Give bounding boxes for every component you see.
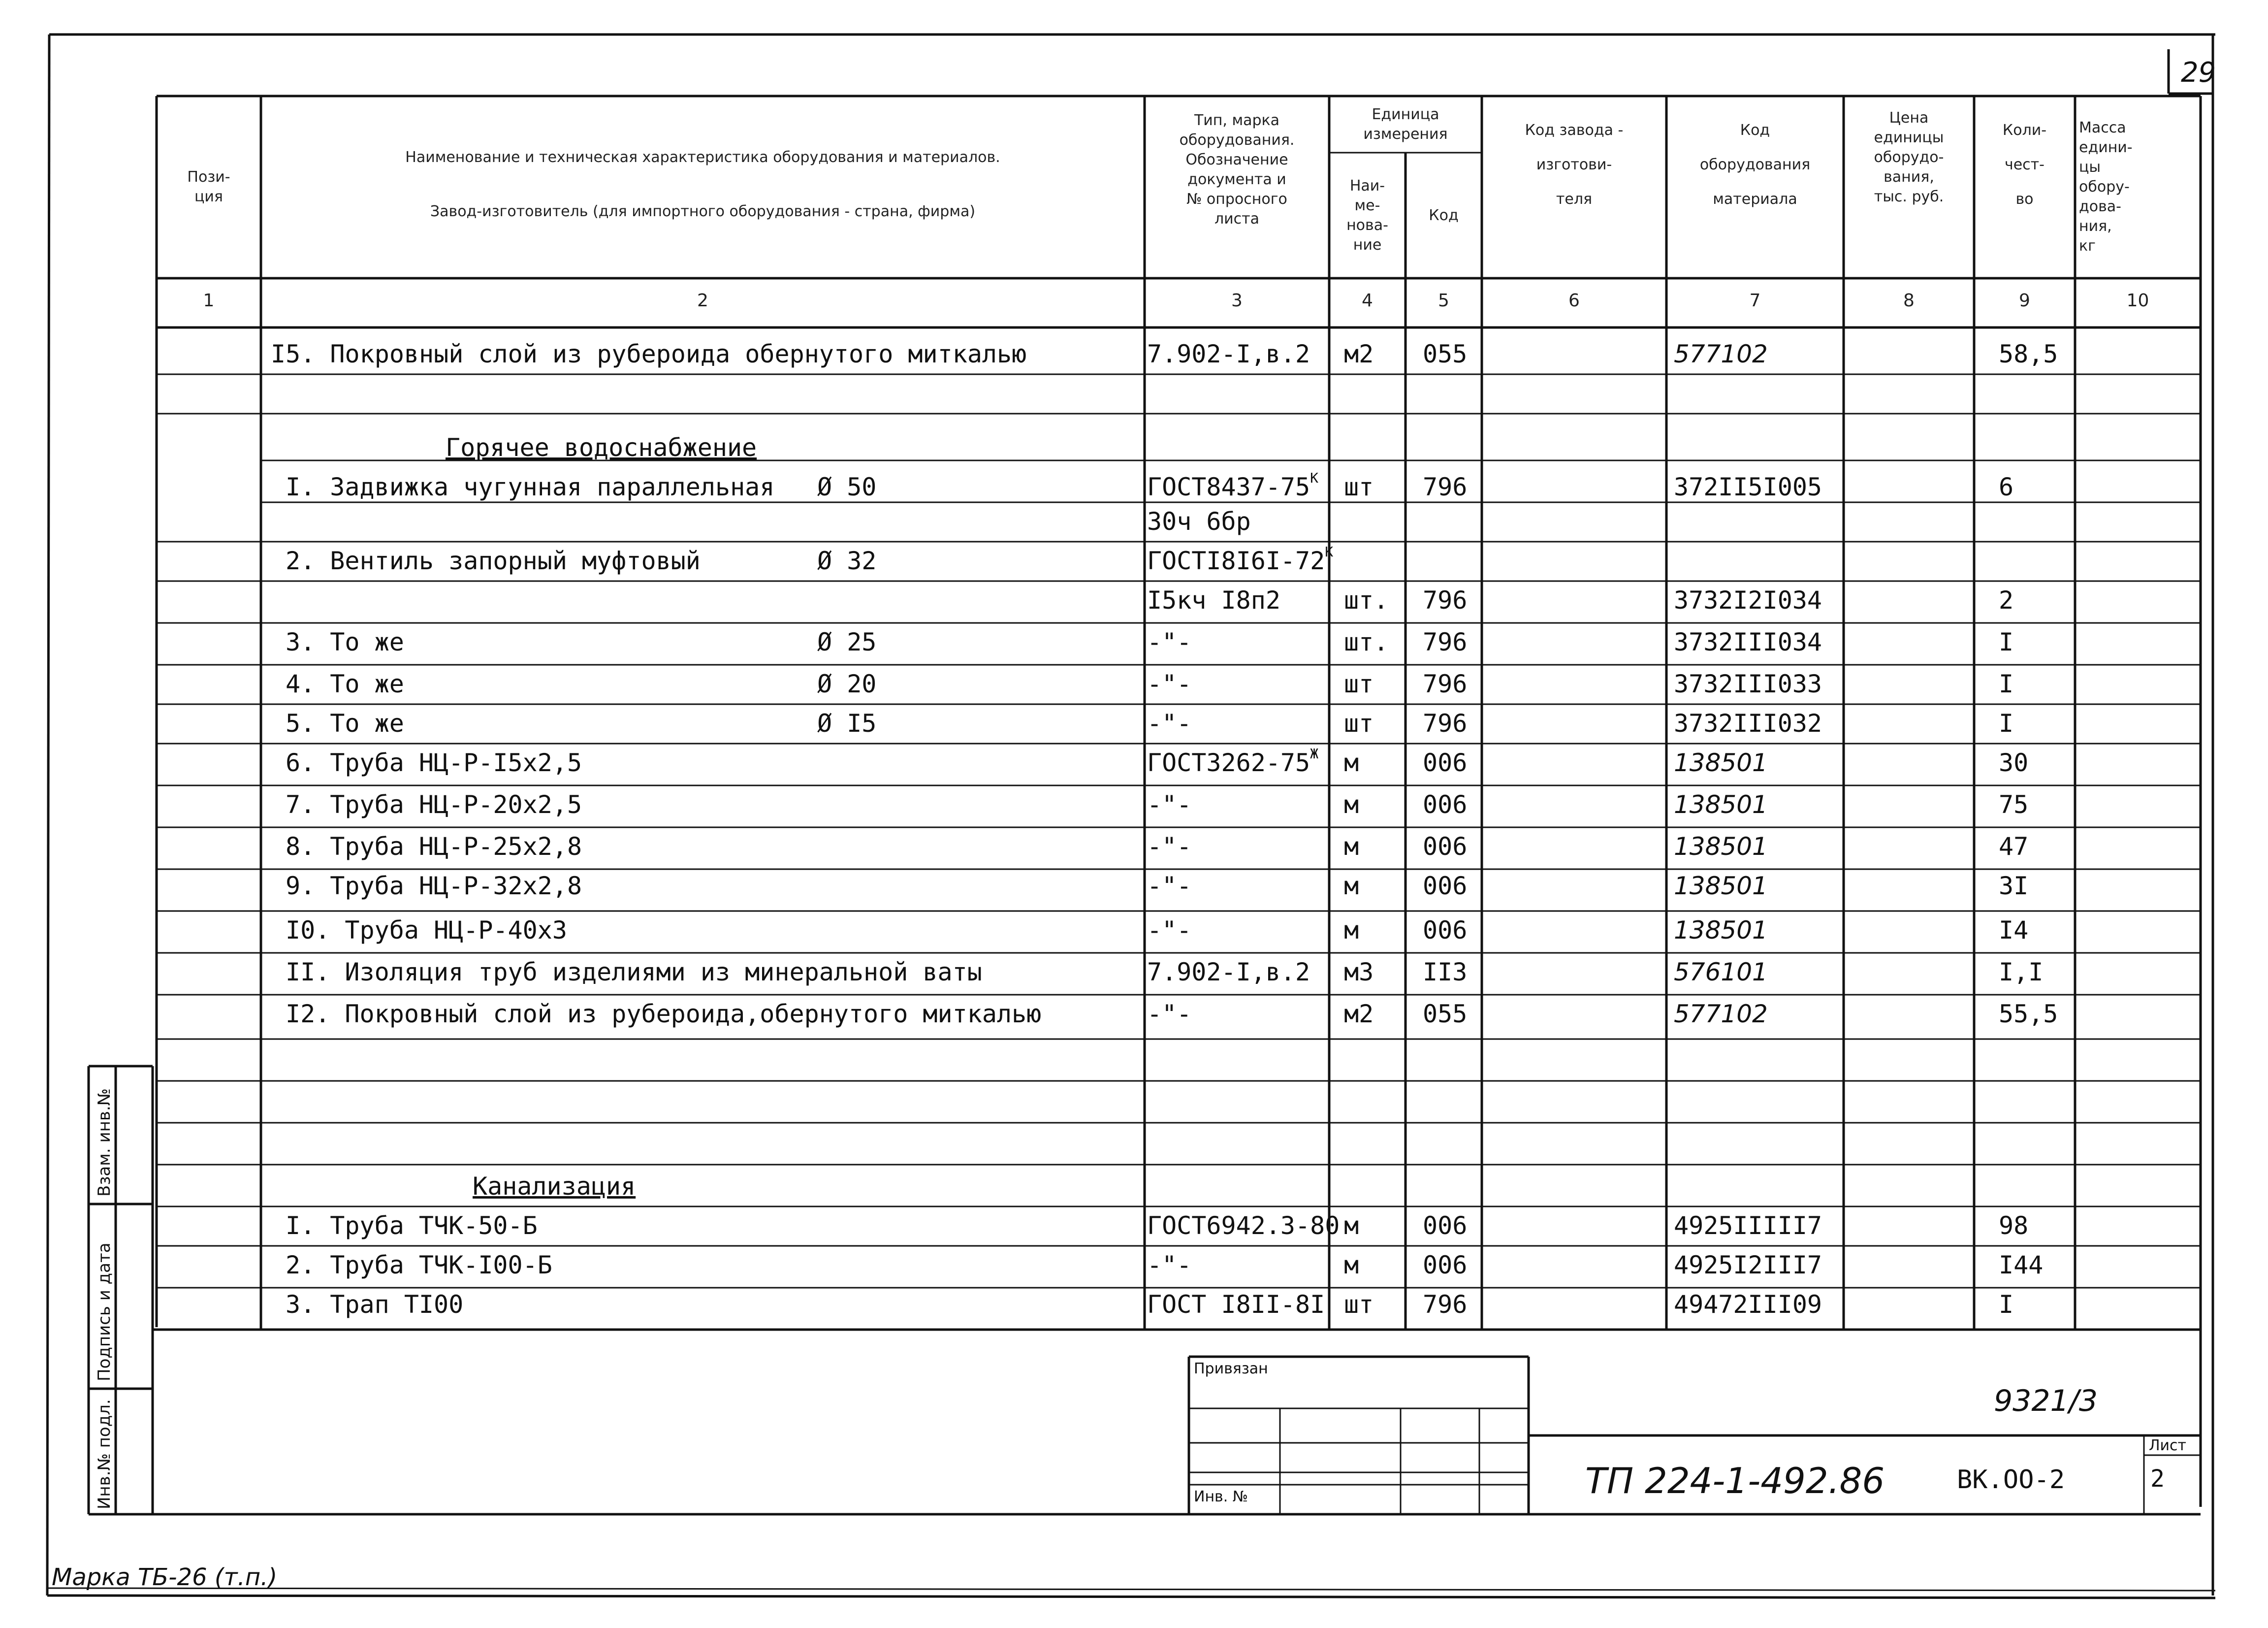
row-quantity: 6 <box>1999 473 2014 501</box>
stamp-inv-no: Инв. № <box>1194 1488 1248 1505</box>
header-factory-code: Код завода - изготови- теля <box>1525 122 1624 208</box>
header-name-line1: Наименование и техническая характеристика оборудования и материалов. <box>405 149 1000 166</box>
section-heading: Канализация <box>473 1172 636 1201</box>
row-unit: м3 <box>1344 958 1374 986</box>
row-document-superscript: К <box>1310 470 1318 486</box>
col-num-9: 9 <box>2019 291 2030 311</box>
row-name: 2. Труба ТЧК-I00-Б <box>286 1251 552 1279</box>
header-price: Цена единицы оборудо- вания, тыс. руб. <box>1874 109 1944 205</box>
row-material-code: 3732I2I034 <box>1674 586 1822 615</box>
row-name: I. Задвижка чугунная параллельная <box>286 473 775 501</box>
row-document: -"- <box>1147 916 1192 944</box>
row-material-code: 49472III09 <box>1674 1290 1822 1319</box>
col-num-2: 2 <box>697 291 708 311</box>
row-unit-code: 006 <box>1423 790 1468 819</box>
row-unit-code: 796 <box>1423 1290 1468 1319</box>
row-unit: м <box>1344 1211 1359 1240</box>
row-document: -"- <box>1147 872 1192 900</box>
row-document: ГОСТ I8II-8I <box>1147 1290 1325 1319</box>
row-unit-code: 006 <box>1423 1211 1468 1240</box>
row-document: -"- <box>1147 790 1192 819</box>
row-unit-code: II3 <box>1423 958 1468 986</box>
row-name: 6. Труба НЦ-Р-I5х2,5 <box>286 749 582 777</box>
row-quantity: 3I <box>1999 872 2029 900</box>
stamp-privyazan: Привязан <box>1194 1360 1268 1377</box>
row-document: ГОСТ3262-75 Ж <box>1147 746 1318 777</box>
row-name: 3. Трап ТI00 <box>286 1290 464 1319</box>
row-quantity: 30 <box>1999 749 2029 777</box>
row-unit: м <box>1344 1251 1359 1279</box>
row-material-code: 576101 <box>1674 958 1768 986</box>
row-name: II. Изоляция труб изделиями из минеральной ваты <box>286 958 982 986</box>
row-name: I5. Покровный слой из рубероида обернутого миткалью <box>271 340 1027 368</box>
row-document: ГОСТ8437-75 К <box>1147 470 1318 501</box>
row-document: 30ч 6бр <box>1147 507 1251 536</box>
row-unit-code: 055 <box>1423 1000 1468 1028</box>
row-document: -"- <box>1147 709 1192 738</box>
row-quantity: I <box>1999 709 2014 738</box>
stamp-list-number: 2 <box>2150 1465 2165 1493</box>
row-unit-code: 006 <box>1423 749 1468 777</box>
row-quantity: 98 <box>1999 1211 2029 1240</box>
stamp-project-number: ТП 224-1-492.86 <box>1585 1460 1885 1501</box>
row-unit-code: 006 <box>1423 872 1468 900</box>
header-unit: Единица измерения <box>1363 105 1448 143</box>
row-material-code: 577102 <box>1674 1000 1768 1028</box>
row-unit-code: 006 <box>1423 1251 1468 1279</box>
col-num-5: 5 <box>1438 291 1449 311</box>
row-unit: шт <box>1344 1290 1374 1319</box>
row-unit-code: 055 <box>1423 340 1468 368</box>
row-document: -"- <box>1147 1251 1192 1279</box>
header-name-line2: Завод-изготовитель (для импортного оборудования - страна, фирма) <box>430 203 976 220</box>
row-quantity: I,I <box>1999 958 2044 986</box>
row-unit: м <box>1344 832 1359 861</box>
row-unit: м2 <box>1344 1000 1374 1028</box>
row-material-code: 138501 <box>1674 790 1768 819</box>
header-mass: Масса едини- цы обору- дова- ния, кг <box>2079 119 2133 255</box>
marka-label: Марка ТБ-26 (т.п.) <box>52 1563 278 1591</box>
col-num-6: 6 <box>1568 291 1580 311</box>
row-name: 3. То же <box>286 628 404 656</box>
col-num-8: 8 <box>1903 291 1915 311</box>
row-name: I2. Покровный слой из рубероида,обернутого миткалью <box>286 1000 1042 1028</box>
row-document-superscript: Ж <box>1310 746 1318 762</box>
col-num-3: 3 <box>1231 291 1243 311</box>
row-material-code: 372II5I005 <box>1674 473 1822 501</box>
stamp-hand-number: 9321/3 <box>1994 1384 2098 1418</box>
row-quantity: I <box>1999 1290 2014 1319</box>
row-diameter: Ø 50 <box>817 473 877 501</box>
col-num-10: 10 <box>2126 291 2149 311</box>
row-material-code: 138501 <box>1674 872 1768 900</box>
row-name: 4. То же <box>286 670 404 698</box>
row-document: -"- <box>1147 670 1192 698</box>
side-label-podpis: Подпись и дата <box>95 1242 114 1381</box>
row-unit-code: 796 <box>1423 670 1468 698</box>
col-num-1: 1 <box>203 291 215 311</box>
col-num-4: 4 <box>1362 291 1373 311</box>
header-material-code: Код оборудования материала <box>1699 122 1811 208</box>
row-document-superscript: К <box>1325 544 1334 560</box>
stamp-drawing-code: ВК.ОО-2 <box>1957 1465 2065 1495</box>
row-unit: м <box>1344 790 1359 819</box>
row-material-code: 577102 <box>1674 340 1768 368</box>
row-unit: шт <box>1344 670 1374 698</box>
side-label-zam: Взам. инв.№ <box>95 1088 114 1197</box>
row-document: ГОСТ6942.3-80 <box>1147 1211 1340 1240</box>
row-material-code: 138501 <box>1674 749 1768 777</box>
row-unit: м <box>1344 872 1359 900</box>
row-unit: м2 <box>1344 340 1374 368</box>
row-unit: м <box>1344 916 1359 944</box>
col-num-7: 7 <box>1749 291 1761 311</box>
header-unit-name: Наи- ме- нова- ние <box>1346 177 1388 254</box>
stamp-list-label: Лист <box>2149 1437 2187 1454</box>
row-quantity: I4 <box>1999 916 2029 944</box>
row-quantity: I <box>1999 670 2014 698</box>
row-name: I. Труба ТЧК-50-Б <box>286 1211 538 1240</box>
row-unit-code: 006 <box>1423 832 1468 861</box>
row-document: -"- <box>1147 832 1192 861</box>
row-document: 7.902-I,в.2 <box>1147 958 1310 986</box>
row-material-code: 3732III032 <box>1674 709 1822 738</box>
row-name: I0. Труба НЦ-Р-40х3 <box>286 916 567 944</box>
row-name: 7. Труба НЦ-Р-20х2,5 <box>286 790 582 819</box>
header-unit-code: Код <box>1429 206 1459 224</box>
page-number: 29 <box>2181 57 2216 89</box>
row-unit-code: 796 <box>1423 628 1468 656</box>
row-unit: шт. <box>1344 628 1389 656</box>
row-material-code: 138501 <box>1674 832 1768 861</box>
row-unit: шт <box>1344 709 1374 738</box>
row-document: -"- <box>1147 1000 1192 1028</box>
side-label-inv: Инв.№ подл. <box>95 1399 114 1509</box>
row-quantity: 55,5 <box>1999 1000 2058 1028</box>
row-document: I5кч I8п2 <box>1147 586 1280 615</box>
row-quantity: 58,5 <box>1999 340 2058 368</box>
row-document: 7.902-I,в.2 <box>1147 340 1310 368</box>
row-quantity: 2 <box>1999 586 2014 615</box>
header-quantity: Коли- чест- во <box>2002 122 2047 208</box>
row-name: 9. Труба НЦ-Р-32х2,8 <box>286 872 582 900</box>
row-unit-code: 006 <box>1423 916 1468 944</box>
row-name: 8. Труба НЦ-Р-25х2,8 <box>286 832 582 861</box>
row-material-code: 4925IIIII7 <box>1674 1211 1822 1240</box>
row-unit-code: 796 <box>1423 709 1468 738</box>
row-quantity: 75 <box>1999 790 2029 819</box>
row-unit: шт. <box>1344 586 1389 615</box>
row-material-code: 3732III033 <box>1674 670 1822 698</box>
section-heading: Горячее водоснабжение <box>446 433 757 462</box>
row-quantity: I44 <box>1999 1251 2044 1279</box>
row-unit-code: 796 <box>1423 586 1468 615</box>
row-diameter: Ø 32 <box>817 547 877 575</box>
row-material-code: 138501 <box>1674 916 1768 944</box>
row-diameter: Ø I5 <box>817 709 877 738</box>
row-diameter: Ø 25 <box>817 628 877 656</box>
row-document: ГОСТI8I6I-72 К <box>1147 544 1334 575</box>
row-unit-code: 796 <box>1423 473 1468 501</box>
row-material-code: 4925I2III7 <box>1674 1251 1822 1279</box>
row-name: 2. Вентиль запорный муфтовый <box>286 547 701 575</box>
header-position: Пози- ция <box>187 168 230 205</box>
row-quantity: 47 <box>1999 832 2029 861</box>
row-unit: шт <box>1344 473 1374 501</box>
row-document: -"- <box>1147 628 1192 656</box>
row-diameter: Ø 20 <box>817 670 877 698</box>
row-quantity: I <box>1999 628 2014 656</box>
row-unit: м <box>1344 749 1359 777</box>
header-type-mark: Тип, марка оборудования. Обозначение документа и № опросного листа <box>1179 112 1295 228</box>
row-material-code: 3732III034 <box>1674 628 1822 656</box>
row-name: 5. То же <box>286 709 404 738</box>
